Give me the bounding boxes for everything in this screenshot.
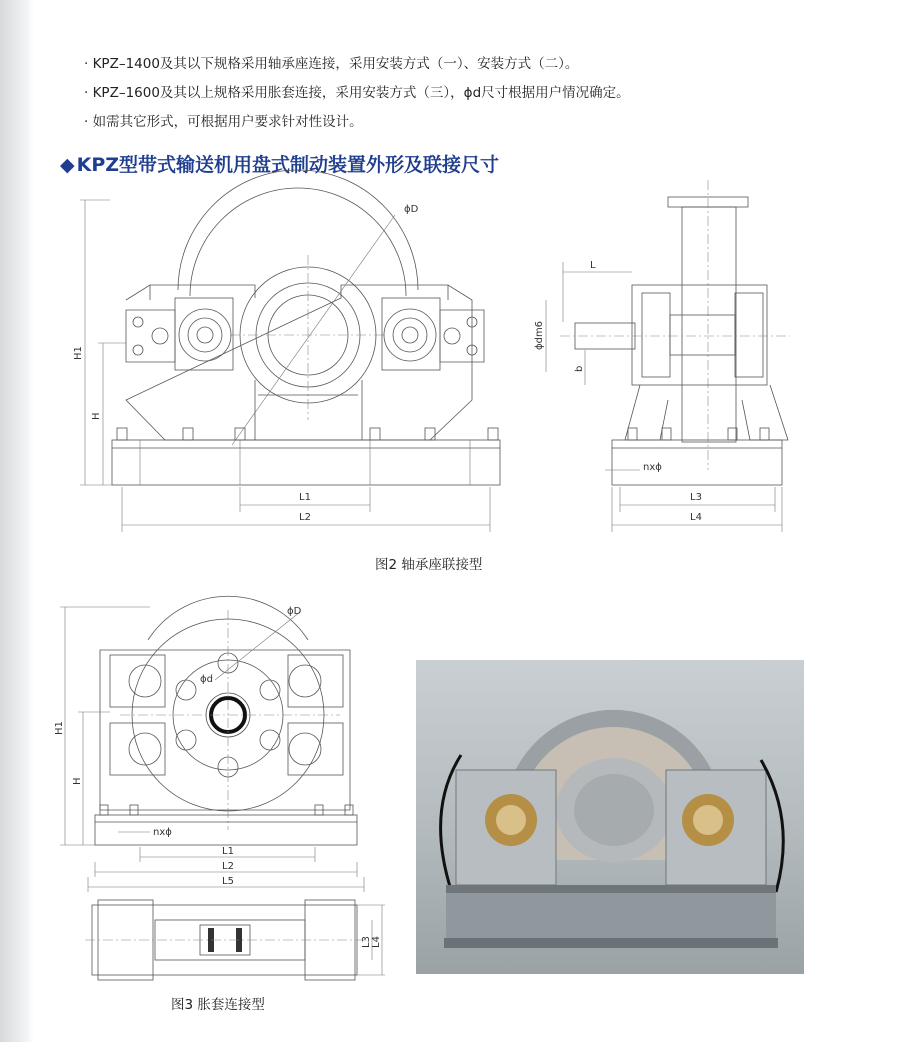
dim-label: ϕD: [404, 204, 419, 215]
figure2-caption: 图2 轴承座联接型: [375, 557, 483, 573]
dim-label: L: [590, 260, 596, 271]
dim-label: nxϕ: [153, 827, 172, 838]
dim-label: L5: [222, 876, 234, 887]
dim-label: L1: [299, 492, 311, 503]
dim-label: L2: [222, 861, 234, 872]
section-title-text: KPZ型带式输送机用盘式制动装置外形及联接尺寸: [76, 154, 500, 176]
dim-label: L3: [361, 936, 372, 948]
dim-label: ϕdm6: [534, 320, 545, 350]
dim-label: ϕd: [200, 674, 213, 685]
diamond-icon: ◆: [60, 154, 75, 176]
dim-label: nxϕ: [643, 462, 662, 473]
note-item: · KPZ–1400及其以下规格采用轴承座连接，采用安装方式（一）、安装方式（二）。: [84, 56, 579, 72]
dim-label: L1: [222, 846, 234, 857]
dim-label: H: [72, 777, 83, 785]
dim-label: H: [91, 412, 102, 420]
note-item: · 如需其它形式，可根据用户要求针对性设计。: [84, 114, 363, 130]
dim-label: ϕD: [287, 606, 302, 617]
note-item: · KPZ–1600及其以上规格采用胀套连接，采用安装方式（三），ϕd尺寸根据用户情况确定。: [84, 85, 630, 101]
figure3-caption: 图3 胀套连接型: [171, 997, 265, 1013]
brake-device-photo: [416, 660, 804, 974]
dim-label: H1: [73, 346, 84, 360]
dim-label: L3: [690, 492, 702, 503]
dim-label: H1: [54, 721, 65, 735]
dim-label: L4: [371, 936, 382, 948]
dim-label: L2: [299, 512, 311, 523]
brake-device-photo-icon: [416, 660, 804, 974]
dim-label: L4: [690, 512, 702, 523]
dim-label: b: [574, 365, 585, 372]
